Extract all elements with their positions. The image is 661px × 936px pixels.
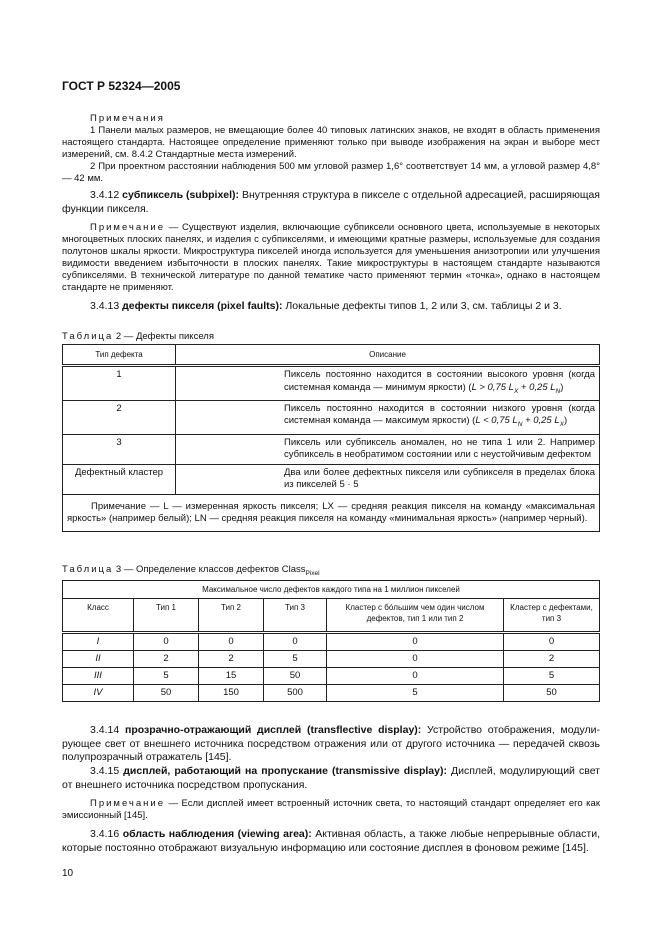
term-3-4-14 [62, 724, 600, 765]
cell: 0 [504, 633, 600, 651]
table-3-caption [62, 563, 320, 580]
desc-text: Пиксель постоянно находится в состоянии высокого уровня (когда системная команда — минимум яркости) ( [284, 369, 595, 393]
cell-type: 2 [63, 400, 176, 434]
table-caption-text: 3 — Определение классов дефектов Class [113, 564, 306, 575]
cell-class: IV [63, 685, 134, 702]
term-3-4-16 [62, 828, 600, 855]
note-3-4-15 [62, 798, 600, 822]
notes-block [62, 113, 600, 185]
note-3-4-12 [62, 222, 600, 294]
term-number: 3.4.14 [90, 724, 120, 736]
term-number: 3.4.16 [90, 828, 120, 840]
term-number: 3.4.12 [90, 189, 120, 201]
term-definition: Устройство отображения, модулирующее свет от внешнего источника посредством отражения или от другого источника — передачей сквозь полупрозрачный отражатель [145]. [62, 724, 600, 763]
cell: 15 [199, 668, 264, 685]
table-row [63, 434, 600, 464]
term-3-4-12 [62, 188, 600, 216]
col-header: Класс [63, 599, 134, 633]
col-header: Кластер с бóльшим чем один числом дефектов, тип 1 или тип 2 [327, 599, 504, 633]
table-row [63, 464, 600, 494]
formula-sub: X [513, 387, 519, 395]
cell: 0 [134, 633, 199, 651]
cell-type: Дефектный кластер [63, 464, 176, 494]
col-header: Тип 2 [199, 599, 264, 633]
table-3-top-header: Максимальное число дефектов каждого типа на 1 миллион пикселей [63, 581, 600, 599]
term-name: дисплей, работающий на пропускание (transmissive display): [123, 765, 447, 777]
formula: L > 0,75 L [471, 381, 514, 393]
cell: 50 [264, 668, 327, 685]
formula: + 0,25 L [522, 415, 560, 427]
table-2-note [63, 494, 600, 531]
cell-description [176, 464, 600, 494]
term-name: область наблюдения (viewing area): [122, 828, 312, 840]
note-label: Примечание [90, 222, 165, 233]
formula: + 0,25 L [518, 381, 556, 393]
desc-end: ) [560, 381, 564, 393]
table-2-caption [62, 330, 214, 343]
notes-title: Примечания [90, 113, 165, 124]
cell: 150 [199, 685, 264, 702]
cell: 5 [504, 668, 600, 685]
table-row [63, 668, 600, 685]
table-row [63, 400, 600, 434]
term-name: дефекты пикселя (pixel faults): [122, 300, 283, 312]
table-row [63, 633, 600, 651]
term-definition: Локальные дефекты типов 1, 2 или 3, см. таблицы 2 и 3. [282, 300, 562, 312]
term-definition: Дисплей, модулирующий свет от внешнего источника посредством пропускания. [62, 765, 600, 791]
table-2 [62, 344, 600, 532]
cell-description [176, 366, 600, 401]
col-header: Тип 1 [134, 599, 199, 633]
desc-end: ) [563, 415, 568, 427]
table-row [63, 685, 600, 702]
cell-type: 1 [63, 366, 176, 401]
term-3-4-13 [62, 300, 600, 313]
desc-line [180, 403, 595, 432]
cell-class: III [63, 668, 134, 685]
cell: 2 [134, 651, 199, 668]
term-3-4-15 [62, 765, 600, 792]
col-header-description: Описание [176, 345, 600, 366]
caption-subscript: Pixel [305, 569, 320, 577]
col-header-type: Тип дефекта [63, 345, 176, 366]
desc-text: Пиксель или субпиксель аномален, но не типа 1 или 2. Например субпиксель в необратимом состоянии или с неустойчивым дефектом [284, 436, 595, 461]
cell: 5 [327, 685, 504, 702]
cell-class: I [63, 633, 134, 651]
note-text: Примечание — L — измеренная яркость пикселя; LX — средняя реакция пикселя на команду «максимальная яркость» (например белый); LN — средняя реакция пикселя на команду «минимальная яркость» (например черный). [67, 500, 595, 524]
cell: 0 [327, 651, 504, 668]
cell: 0 [327, 633, 504, 651]
cell: 2 [199, 651, 264, 668]
desc-line [180, 369, 595, 398]
note-1: 1 Панели малых размеров, не вмещающие более 40 типовых латинских знаков, не входят в область применения настоящего стандарта. Настоящее определение применяют только при выводе изображения на экран и выборе мест измерений, см. 8.4.2 Стандартные места измерений. [62, 125, 600, 160]
cell-class: II [63, 651, 134, 668]
table-row [63, 366, 600, 401]
cell-description [176, 434, 600, 464]
cell: 2 [504, 651, 600, 668]
term-definition: Внутренняя структура в пикселе с отдельной адресацией, расширяющая функции пикселя. [62, 189, 600, 215]
note-text: — Существуют изделия, включающие субпиксели основного цвета, используемые в некоторых многоцветных плоских панелях, и изделия с субпикселями, и имеющими кратные размеры, используемые для создания полутонов шкалы яркости. Микроструктура пикселей иногда используется для уменьшения анизотропии или улучшения видимости введением избыточности в плоских панелях. Такие микроструктуры в настоящем стандарте называются субпикселями. В технической литературе по данной тематике часто применяют термин «точка», однако в настоящем стандарте не применяют. [62, 222, 600, 293]
formula-sub: X [559, 421, 564, 429]
cell: 5 [134, 668, 199, 685]
cell-description [176, 400, 600, 434]
table-label: Таблица [62, 331, 114, 342]
table-caption-text: 2 — Дефекты пикселя [113, 331, 214, 342]
formula-sub: N [517, 421, 523, 429]
desc-text: Пиксель постоянно находится в состоянии низкого уровня (когда системная команда — максимум яркости) ( [284, 402, 595, 427]
note-text: — Если дисплей имеет встроенный источник света, то настоящий стандарт определяет его как эмиссионный [145]. [62, 798, 600, 821]
formula-sub: N [555, 387, 561, 395]
table-note-row [63, 494, 600, 531]
cell: 0 [264, 633, 327, 651]
term-number: 3.4.13 [90, 300, 120, 312]
term-name: прозрачно-отражающий дисплей (transflective display): [124, 724, 422, 736]
cell: 0 [327, 668, 504, 685]
col-header: Кластер с дефектами, тип 3 [504, 599, 600, 633]
cell: 50 [504, 685, 600, 702]
term-definition: Активная область, а также любые непрерывные области, которые постоянно отображают визуальную информацию или состояние дисплея в фоновом режиме [145]. [62, 828, 600, 854]
cell: 500 [264, 685, 327, 702]
desc-text: Два или более дефектных пикселя или субпикселя в пределах блока из пикселей 5 · 5 [284, 466, 595, 491]
page-number: 10 [62, 868, 74, 879]
table-row [63, 651, 600, 668]
document-header: ГОСТ Р 52324—2005 [62, 79, 181, 93]
col-header: Тип 3 [264, 599, 327, 633]
term-number: 3.4.15 [90, 765, 120, 777]
note-label: Примечание [90, 798, 165, 809]
cell: 5 [264, 651, 327, 668]
term-name: субпиксель (subpixel): [122, 189, 240, 201]
cell: 50 [134, 685, 199, 702]
table-label: Таблица [62, 564, 114, 575]
table-3 [62, 580, 600, 702]
cell-type: 3 [63, 434, 176, 464]
note-2: 2 При проектном расстоянии наблюдения 500 мм угловой размер 1,6° соответствует 14 мм, а угловой размер 4,8° — 42 мм. [62, 161, 600, 184]
cell: 0 [199, 633, 264, 651]
formula: L < 0,75 L [475, 415, 518, 427]
